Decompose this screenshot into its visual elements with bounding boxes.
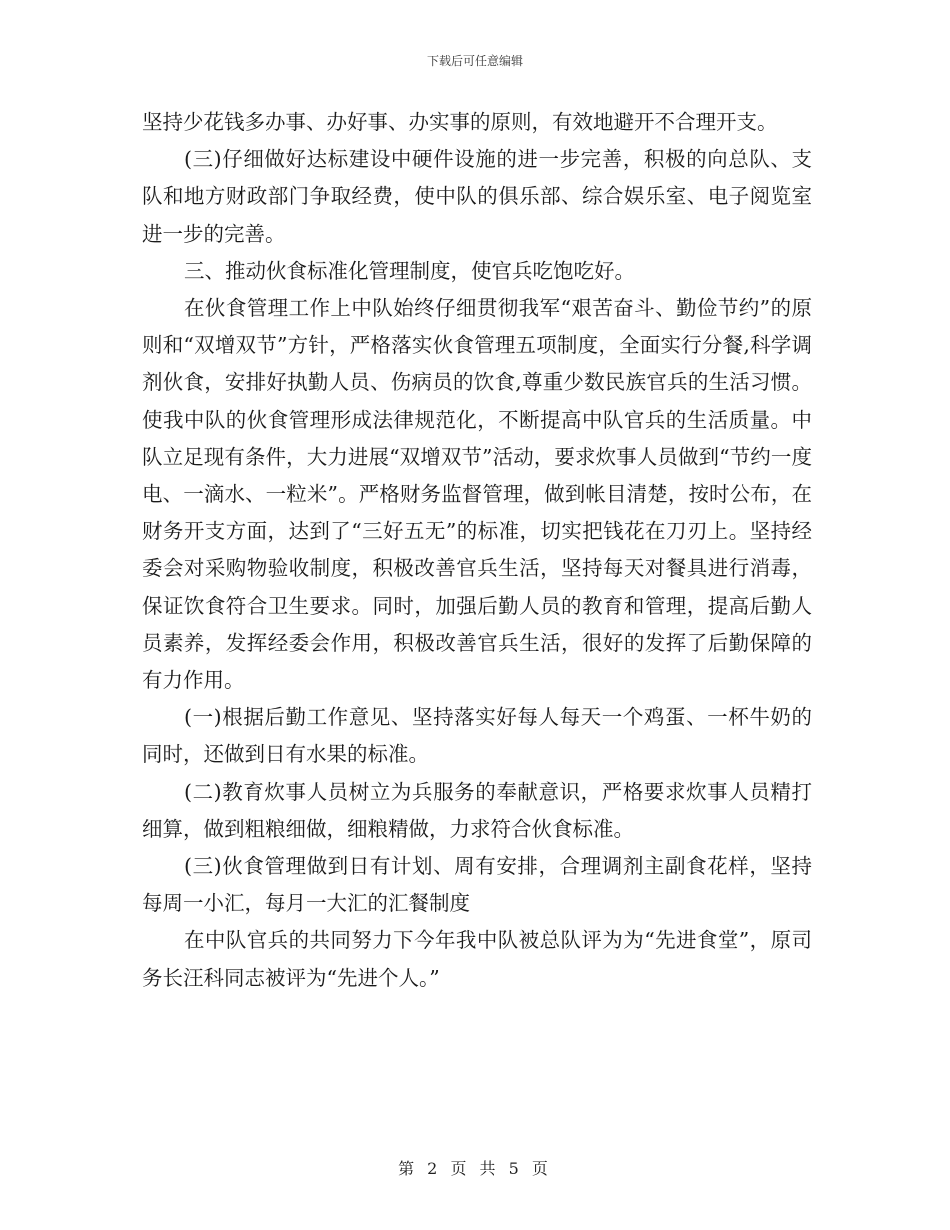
paragraph-6: (二)教育炊事人员树立为兵服务的奉献意识，严格要求炊事人员精打细算，做到粗粮细做，细粮精做，力求符合伙食标准。 <box>142 779 812 841</box>
page-header: 下载后可任意编辑 <box>426 54 523 68</box>
paragraph-1: 坚持少花钱多办事、办好事、办实事的原则，有效地避开不合理开支。 <box>142 110 778 134</box>
page-number-footer: 第 2 页 共 5 页 <box>398 1159 552 1178</box>
document-body <box>142 104 812 997</box>
paragraph-7: (三)伙食管理做到日有计划、周有安排，合理调剂主副食花样，坚持每周一小汇，每月一大汇的汇餐制度 <box>142 854 812 916</box>
paragraph-8: 在中队官兵的共同努力下今年我中队被总队评为为“先进食堂”，原司务长汪科同志被评为“先进个人。” <box>142 928 812 990</box>
paragraph-2: (三)仔细做好达标建设中硬件设施的进一步完善，积极的向总队、支队和地方财政部门争取经费，使中队的俱乐部、综合娱乐室、电子阅览室进一步的完善。 <box>142 147 812 246</box>
section-heading-3: 三、推动伙食标准化管理制度，使官兵吃饱吃好。 <box>184 258 635 283</box>
paragraph-4: 在伙食管理工作上中队始终仔细贯彻我军“艰苦奋斗、勤俭节约”的原则和“双增双节”方针，严格落实伙食管理五项制度，全面实行分餐,科学调剂伙食，安排好执勤人员、伤病员的饮食,尊重少数民族官兵的生活习惯。使我中队的伙食管理形成法律规范化，不断提高中队官兵的生活质量。中队立足现有条件，大力进展“双增双节”活动，要求炊事人员做到“节约一度电、一滴水、一粒米”。严格财务监督管理，做到帐目清楚，按时公布，在财务开支方面，达到了“三好五无”的标准，切实把钱花在刀刃上。坚持经委会对采购物验收制度，积极改善官兵生活，坚持每天对餐具进行消毒，保证饮食符合卫生要求。同时，加强后勤人员的教育和管理，提高后勤人员素养，发挥经委会作用，积极改善官兵生活，很好的发挥了后勤保障的有力作用。 <box>142 296 812 693</box>
paragraph-5: (一)根据后勤工作意见、坚持落实好每人每天一个鸡蛋、一杯牛奶的同时，还做到日有水果的标准。 <box>142 705 812 767</box>
